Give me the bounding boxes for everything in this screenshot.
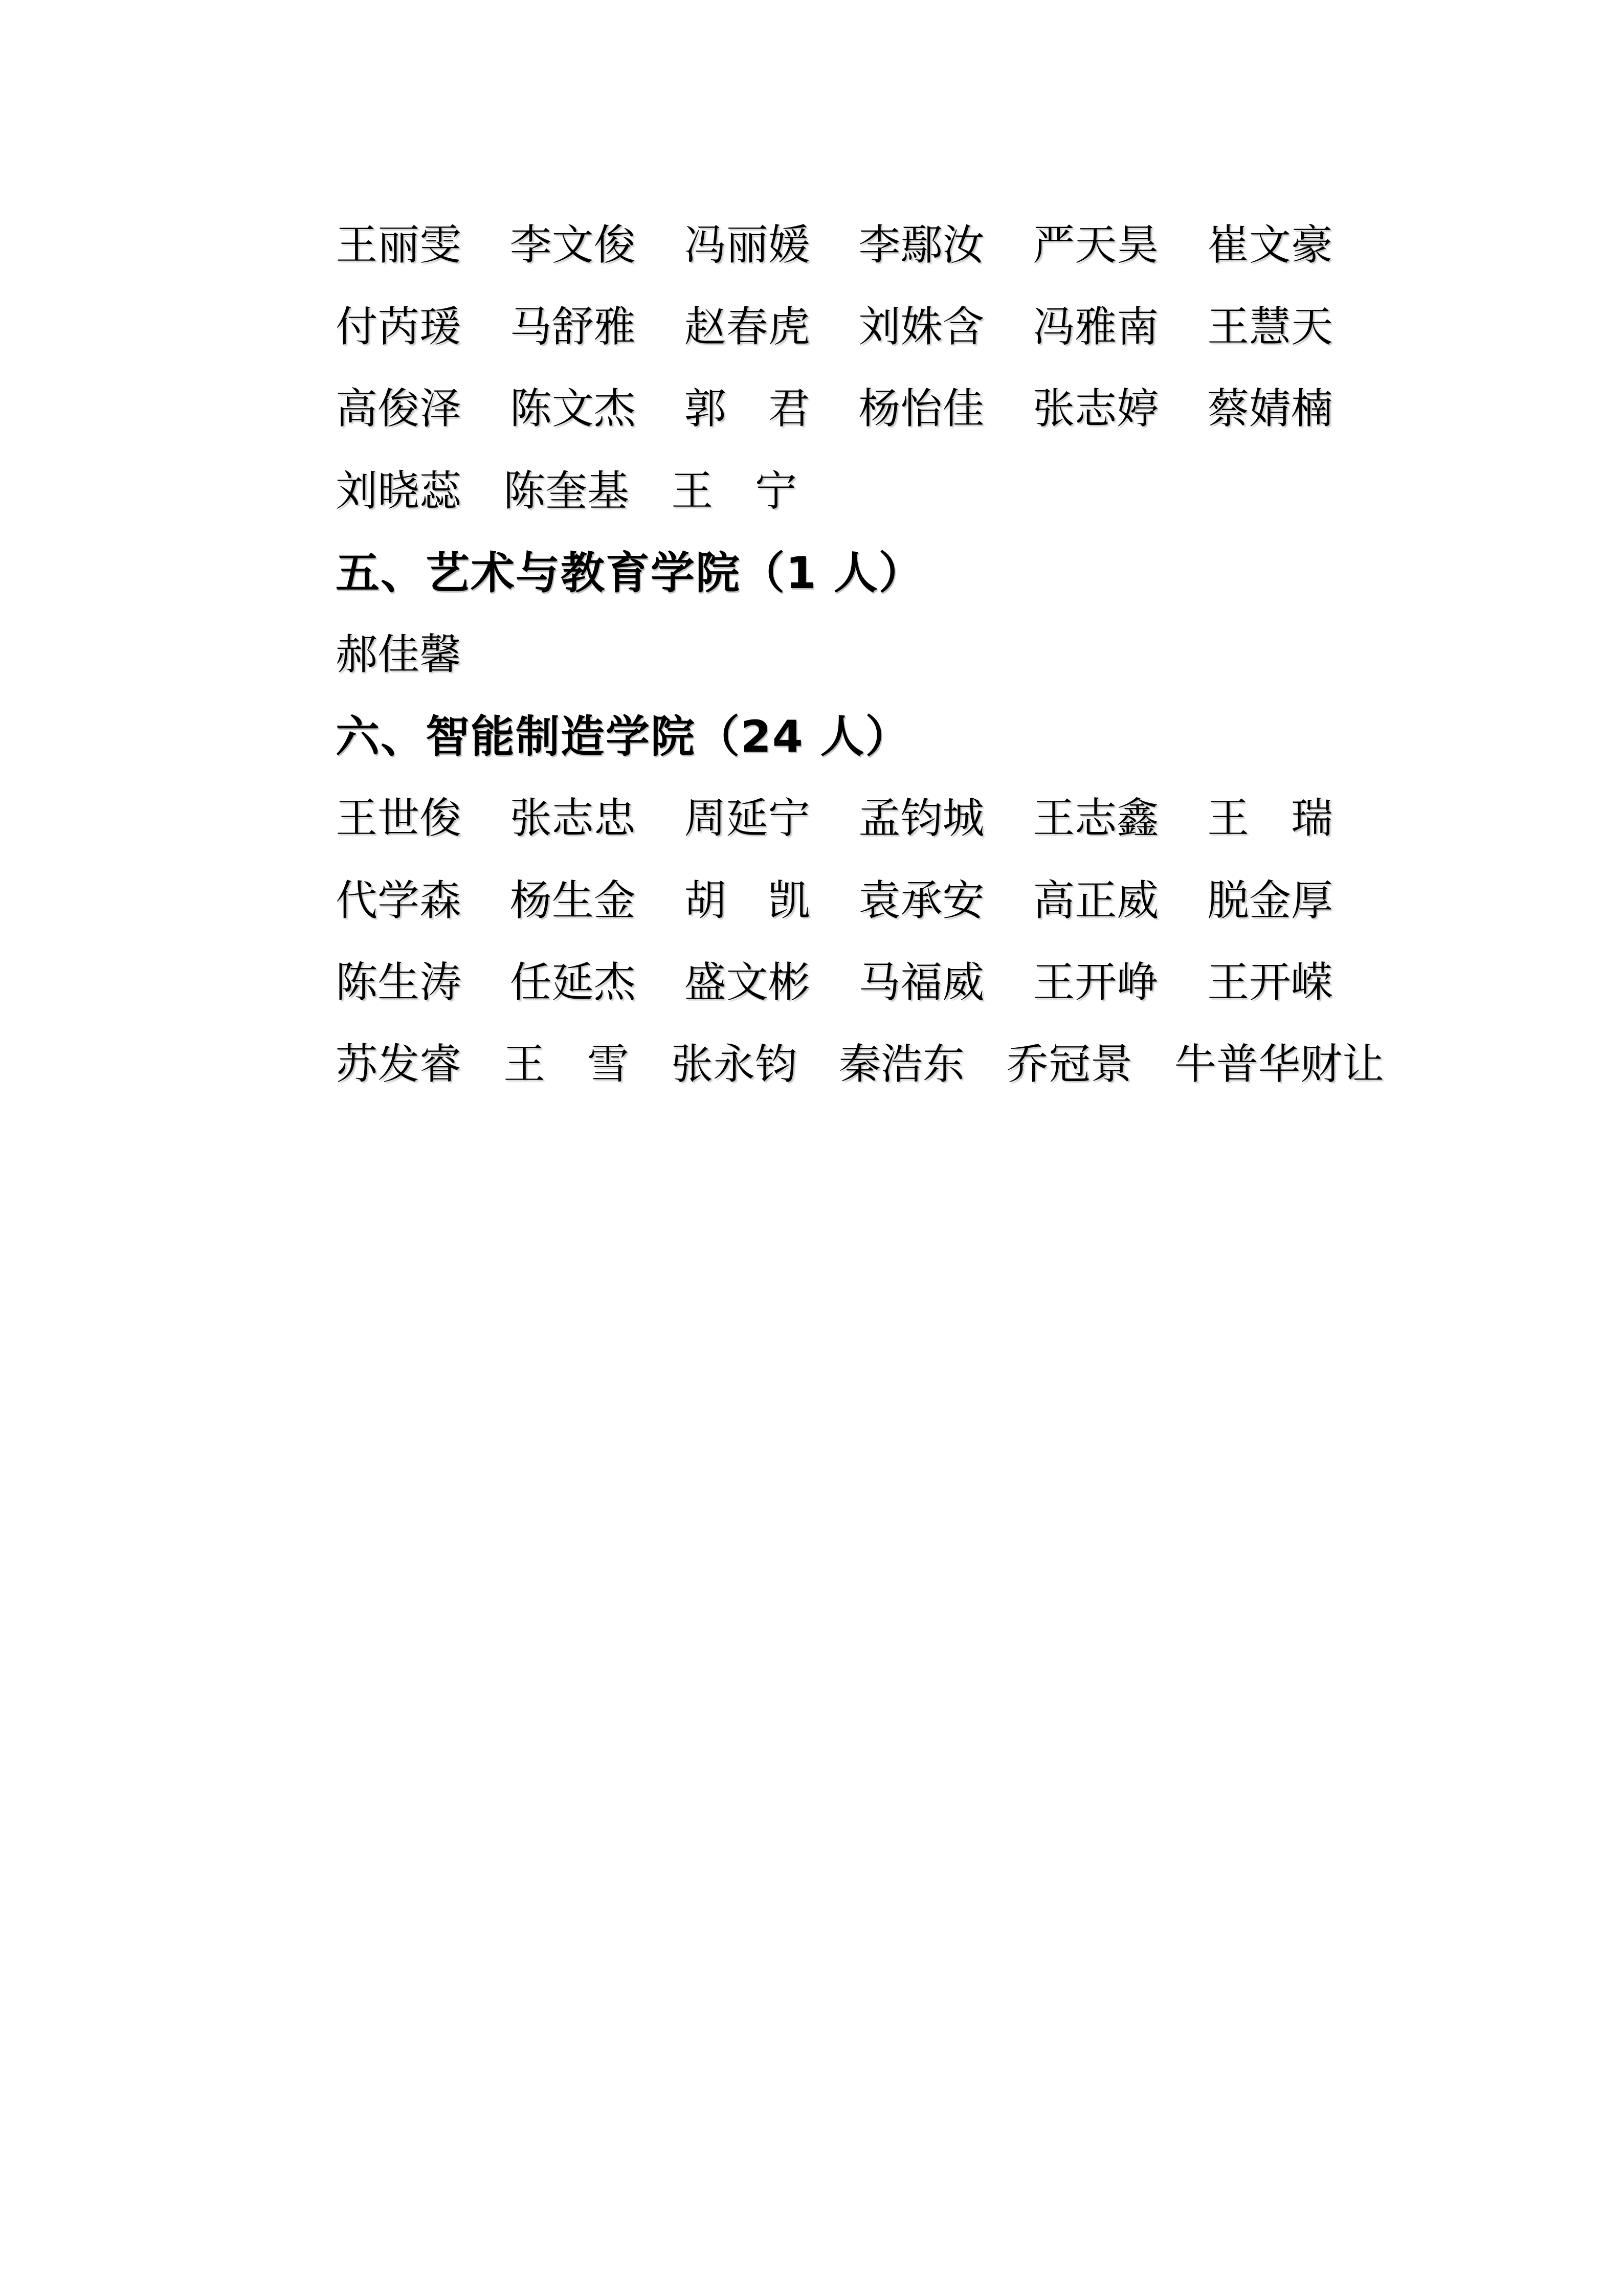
student-name: 任延杰 <box>509 958 636 1007</box>
name-row <box>336 368 1333 450</box>
section-heading-label: 五、艺术与教育学院（1 人） <box>336 547 924 599</box>
student-name: 高俊泽 <box>336 385 462 434</box>
student-name: 冯丽媛 <box>684 221 810 270</box>
student-name: 马福威 <box>858 958 985 1007</box>
student-name: 周延宁 <box>684 794 810 843</box>
student-name: 蔡婧楠 <box>1207 385 1333 434</box>
student-name: 袁承安 <box>858 876 985 925</box>
student-name: 王慧天 <box>1207 303 1333 352</box>
student-name: 李文俊 <box>509 221 636 270</box>
student-name: 赵春虎 <box>684 303 810 352</box>
student-names: 刘晓蕊 陈奎基 王 宁 <box>336 466 797 515</box>
student-name: 王开峥 <box>1033 958 1159 1007</box>
name-row <box>336 778 1333 860</box>
student-name: 陈文杰 <box>509 385 636 434</box>
student-name: 郭 君 <box>684 385 810 434</box>
student-names: 苏发睿 王 雪 张永钧 秦浩东 乔冠景 牛普华财让 <box>336 1040 1385 1089</box>
student-name: 王丽雯 <box>336 221 462 270</box>
student-name: 盛文彬 <box>684 958 810 1007</box>
name-row <box>336 205 1333 286</box>
section-heading-6 <box>336 696 1333 778</box>
student-name: 高正威 <box>1033 876 1159 925</box>
student-name: 张志婷 <box>1033 385 1159 434</box>
name-roster <box>336 205 1385 1106</box>
student-name: 冯雅南 <box>1033 303 1159 352</box>
student-name: 杨怡佳 <box>858 385 985 434</box>
student-name: 王志鑫 <box>1033 794 1159 843</box>
student-names: 郝佳馨 <box>336 631 462 680</box>
student-name: 脱金厚 <box>1207 876 1333 925</box>
student-name: 李鄢汝 <box>858 221 985 270</box>
student-name: 杨生金 <box>509 876 636 925</box>
student-name: 代学森 <box>336 876 462 925</box>
student-name: 刘姝含 <box>858 303 985 352</box>
student-name: 严天昊 <box>1033 221 1159 270</box>
student-name: 胡 凯 <box>684 876 810 925</box>
student-name: 王开嵘 <box>1207 958 1333 1007</box>
name-row <box>336 286 1333 368</box>
student-name: 崔文豪 <box>1207 221 1333 270</box>
student-name: 陈生涛 <box>336 958 462 1007</box>
name-row <box>336 942 1333 1024</box>
name-row <box>336 1024 1385 1106</box>
student-name: 王世俊 <box>336 794 462 843</box>
student-name: 张志忠 <box>509 794 636 843</box>
name-row <box>336 860 1333 942</box>
student-name: 付芮瑗 <box>336 303 462 352</box>
name-row <box>336 614 1333 696</box>
name-row <box>336 451 1333 532</box>
student-name: 孟钧城 <box>858 794 985 843</box>
section-heading-label: 六、智能制造学院（24 人） <box>336 711 910 763</box>
student-name: 马舒雅 <box>509 303 636 352</box>
section-heading-5 <box>336 532 1333 614</box>
student-name: 王 瑞 <box>1207 794 1333 843</box>
